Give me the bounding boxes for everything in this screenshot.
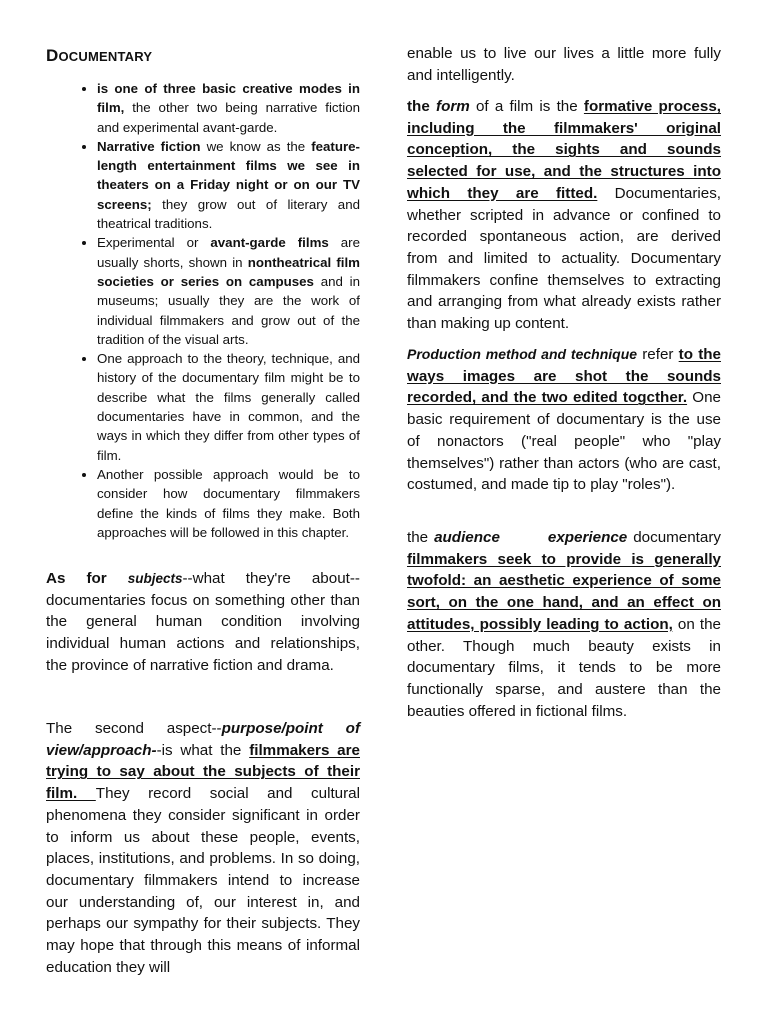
form-paragraph: the form of a film is the formative process, including the filmmakers' original conception, the sights and sounds selected for use, and the structures into which they are fitted. Documentaries, whether scripted in advance or confined to recorded spontaneous action, are derived from and limited to actuality. Documentary filmmakers confine themselves to extracting and arranging from what already exists rather than making up content. <box>407 98 722 333</box>
continuation-paragraph: enable us to live our lives a little more fully and intelligently. <box>407 45 721 84</box>
list-item: • Experimental or avant-garde films are usually shorts, shown in nontheatrical film societies or series on campuses and in museums; usually they are the work of individual filmmakers and grow out of the tradition of the visual arts. <box>97 233 360 349</box>
subjects-paragraph: As for subjects--what they're about--documentaries focus on something other than the general human condition involving individual human actions and relationships, the province of narrative fiction and drama. <box>46 570 360 674</box>
list-item: • is one of three basic creative modes in film, the other two being narrative fiction and experimental avant-garde. <box>97 79 360 137</box>
title-initial: D <box>46 46 59 65</box>
list-item: • One approach to the theory, technique, and history of the documentary film might be to describe what the films generally called documentaries have in common, and the ways in which they differ from other types of film. <box>97 349 360 465</box>
page-title <box>46 46 152 66</box>
list-item: • Narrative fiction we know as the feature-length entertainment films we see in theaters on a Friday night or on our TV screens; they grow out of literary and theatrical traditions. <box>97 137 360 233</box>
list-item: • Another possible approach would be to consider how documentary filmmakers define the kinds of films they make. Both approaches will be followed in this chapter. <box>97 465 360 542</box>
production-paragraph: Production method and technique refer to the ways images are shot the sounds recorded, and the two edited togcther. One basic requirement of documentary is the use of nonactors ("real people" who "play themselves") rather than actors (who are cast, costumed, and made tip to play "roles"). <box>407 346 721 494</box>
title-rest: OCUMENTARY <box>58 49 153 64</box>
bullet-list <box>46 79 360 542</box>
audience-paragraph: the audience experience documentary filmmakers seek to provide is generally twofold: an aesthetic experience of some sort, on the one hand, and an effect on attitudes, possibly leading to action, on the other. Though much beauty exists in documentary films, it tends to be more functionally sparse, and austere than the beauties offered in fictional films. <box>407 529 722 720</box>
purpose-paragraph: The second aspect--purpose/point of view/approach--is what the filmmakers are trying to say about the subjects of their film. They record social and cultural phenomena they consider significant in order to inform us about these people, events, places, institutions, and problems. In so doing, documentary filmmakers intend to increase our understanding of, our interest in, and perhaps our sympathy for their subjects. They may hope that through this means of informal education they will <box>46 720 361 976</box>
